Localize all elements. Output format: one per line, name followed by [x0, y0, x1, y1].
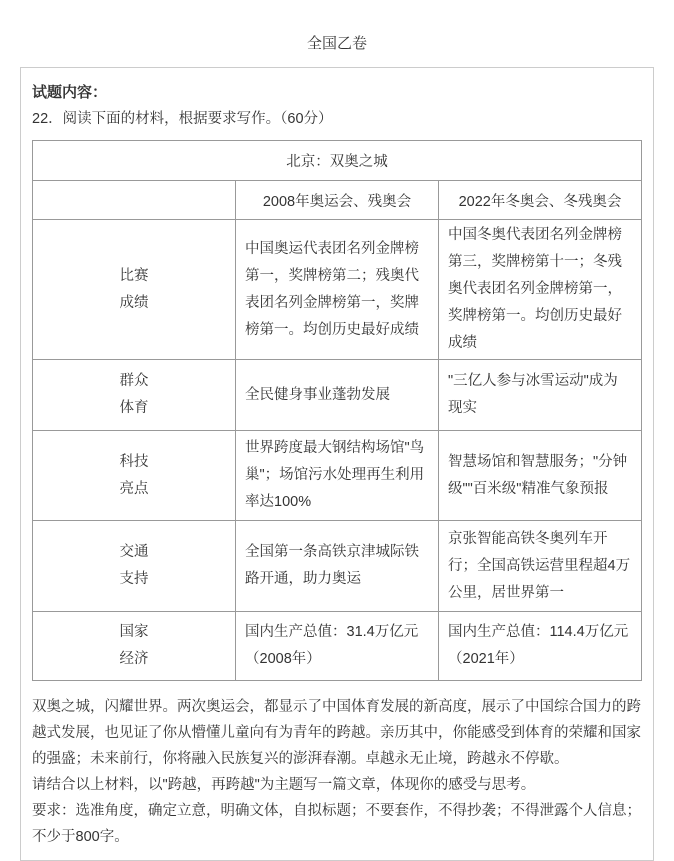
row-label-line1: 交通: [119, 544, 149, 560]
prompt-paragraph-requirements: 要求：选准角度，确定立意，明确文体，自拟标题；不要套作，不得抄袭；不得泄露个人信息；不少于800字。: [32, 803, 641, 845]
row-label-line1: 群众: [119, 373, 149, 389]
cell-2008: 全国第一条高铁京津城际铁路开通，助力奥运: [236, 521, 439, 612]
table-row-national-economy: [33, 612, 642, 681]
table-caption: 北京：双奥之城: [33, 141, 642, 181]
column-header-2008: 2008年奥运会、残奥会: [236, 181, 439, 220]
row-label-line2: 经济: [119, 651, 149, 667]
table-row-transport-support: [33, 521, 642, 612]
page-title: 全国乙卷: [306, 35, 367, 52]
row-label: [33, 521, 236, 612]
prompt-text-block: [32, 694, 642, 850]
olympics-comparison-table: [32, 140, 642, 681]
cell-2008: 世界跨度最大钢结构场馆"鸟巢"；场馆污水处理再生利用率达100%: [236, 431, 439, 521]
row-label-line2: 成绩: [119, 294, 149, 311]
cell-2008: 中国奥运代表团名列金牌榜第一，奖牌榜第二；残奥代表团名列金牌榜第一，奖牌榜第一。均创历史最好成绩: [236, 220, 439, 360]
section-label: 试题内容：: [32, 84, 108, 101]
cell-2022: 京张智能高铁冬奥列车开行；全国高铁运营里程超4万公里，居世界第一: [439, 521, 642, 612]
exam-content-box: [20, 67, 654, 861]
cell-2008: 国内生产总值：31.4万亿元（2008年）: [236, 612, 439, 681]
column-header-blank: [33, 181, 236, 220]
table-row-tech-highlights: [33, 431, 642, 521]
row-label-line1: 科技: [119, 453, 149, 470]
table-row-competition-results: [33, 220, 642, 360]
table-caption-row: [33, 141, 642, 181]
column-header-2022: 2022年冬奥会、冬残奥会: [439, 181, 642, 220]
table-header-row: [33, 181, 642, 220]
row-label: [33, 360, 236, 431]
cell-2022: "三亿人参与冰雪运动"成为现实: [439, 360, 642, 431]
row-label: [33, 220, 236, 360]
prompt-paragraph-task: 请结合以上材料，以"跨越，再跨越"为主题写一篇文章，体现你的感受与思考。: [32, 777, 536, 793]
question-intro: 22．阅读下面的材料，根据要求写作。（60分）: [32, 111, 333, 127]
cell-2022: 国内生产总值：114.4万亿元（2021年）: [439, 612, 642, 681]
row-label-line2: 支持: [119, 571, 149, 587]
row-label: [33, 612, 236, 681]
cell-2022: 智慧场馆和智慧服务；"分钟级""百米级"精准气象预报: [439, 431, 642, 521]
prompt-paragraph-material: 双奥之城，闪耀世界。两次奥运会，都显示了中国体育发展的新高度，展示了中国综合国力的跨越式发展，也见证了你从懵懂儿童向有为青年的跨越。亲历其中，你能感受到体育的荣耀和国家的强盛；未来前行，你将融入民族复兴的澎湃春潮。卓越永无止境，跨越永不停歇。: [32, 699, 641, 767]
row-label-line2: 亮点: [119, 480, 149, 497]
cell-2022: 中国冬奥代表团名列金牌榜第三，奖牌榜第十一；冬残奥代表团名列金牌榜第一，奖牌榜第一。均创历史最好成绩: [439, 220, 642, 360]
row-label: [33, 431, 236, 521]
row-label-line1: 国家: [119, 624, 149, 640]
cell-2008: 全民健身事业蓬勃发展: [236, 360, 439, 431]
table-row-mass-sports: [33, 360, 642, 431]
row-label-line1: 比赛: [119, 267, 149, 284]
row-label-line2: 体育: [119, 400, 149, 416]
